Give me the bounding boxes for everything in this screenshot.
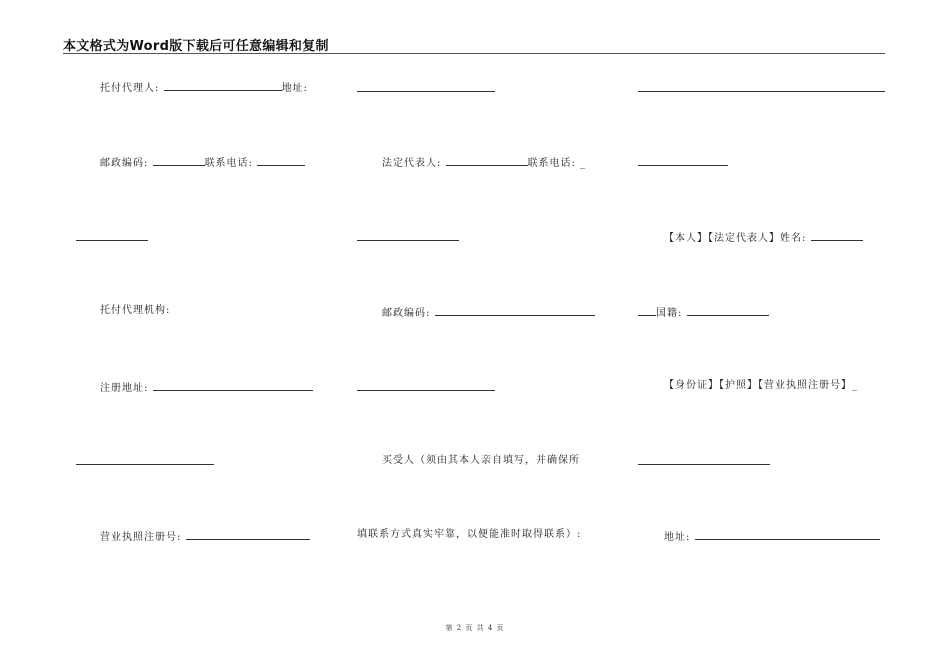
postcode-blank xyxy=(153,155,205,166)
agent-field xyxy=(100,80,308,95)
legal-rep-field xyxy=(382,155,586,170)
legal-rep-phone-label: 联系电话: _ xyxy=(527,158,587,169)
name-label: 【本人】【法定代表人】姓名: xyxy=(664,233,807,244)
blank-line xyxy=(76,464,214,465)
name-blank xyxy=(811,230,863,241)
buyer-note-line2 xyxy=(357,529,581,541)
blank-line xyxy=(357,240,459,241)
reg-address-field xyxy=(100,380,313,395)
nationality-field xyxy=(638,305,769,320)
blank-line xyxy=(76,240,148,241)
legal-rep-blank xyxy=(446,155,528,166)
buyer-address-blank xyxy=(695,529,880,540)
blank-line xyxy=(638,165,728,166)
blank-line xyxy=(638,464,770,465)
page-number: 第 2 页 共 4 页 xyxy=(445,624,505,632)
business-license-field xyxy=(100,529,310,544)
nationality-prefix-blank xyxy=(638,305,656,316)
buyer-postcode-blank xyxy=(435,305,595,316)
phone-blank xyxy=(257,155,305,166)
reg-address-label: 注册地址: xyxy=(100,383,149,394)
blank-line xyxy=(357,91,495,92)
buyer-postcode-field xyxy=(382,305,595,320)
id-type-field xyxy=(664,380,858,392)
name-field xyxy=(664,230,863,245)
address-label: 地址: xyxy=(281,83,308,94)
business-license-label: 营业执照注册号: xyxy=(100,532,182,543)
postcode-label: 邮政编码: xyxy=(100,158,149,169)
agent-blank xyxy=(164,80,282,91)
buyer-address-label: 地址: xyxy=(664,532,691,543)
buyer-note-text-2: 填联系方式真实牢靠，以便能准时取得联系）: xyxy=(357,529,582,540)
phone-label: 联系电话: xyxy=(204,158,253,169)
reg-address-blank xyxy=(153,380,313,391)
agent-label: 托付代理人: xyxy=(100,83,160,94)
agency-label: 托付代理机构: xyxy=(100,305,171,316)
buyer-note-text-1: 买受人（须由其本人亲自填写，并确保所 xyxy=(382,455,580,466)
buyer-note-line1 xyxy=(382,455,580,467)
business-license-blank xyxy=(186,529,310,540)
id-type-label: 【身份证】【护照】【营业执照注册号】_ xyxy=(664,380,858,391)
buyer-address-field xyxy=(664,529,880,544)
document-header xyxy=(63,33,885,54)
nationality-label: 国籍: xyxy=(656,308,683,319)
buyer-postcode-label: 邮政编码: xyxy=(382,308,431,319)
nationality-blank xyxy=(687,305,769,316)
blank-line xyxy=(357,390,495,391)
header-title: 本文格式为Word版下载后可任意编辑和复制 xyxy=(63,39,329,54)
agency-field xyxy=(100,305,170,317)
legal-rep-label: 法定代表人: xyxy=(382,158,442,169)
blank-line xyxy=(638,91,885,92)
postcode-phone-field xyxy=(100,155,305,170)
